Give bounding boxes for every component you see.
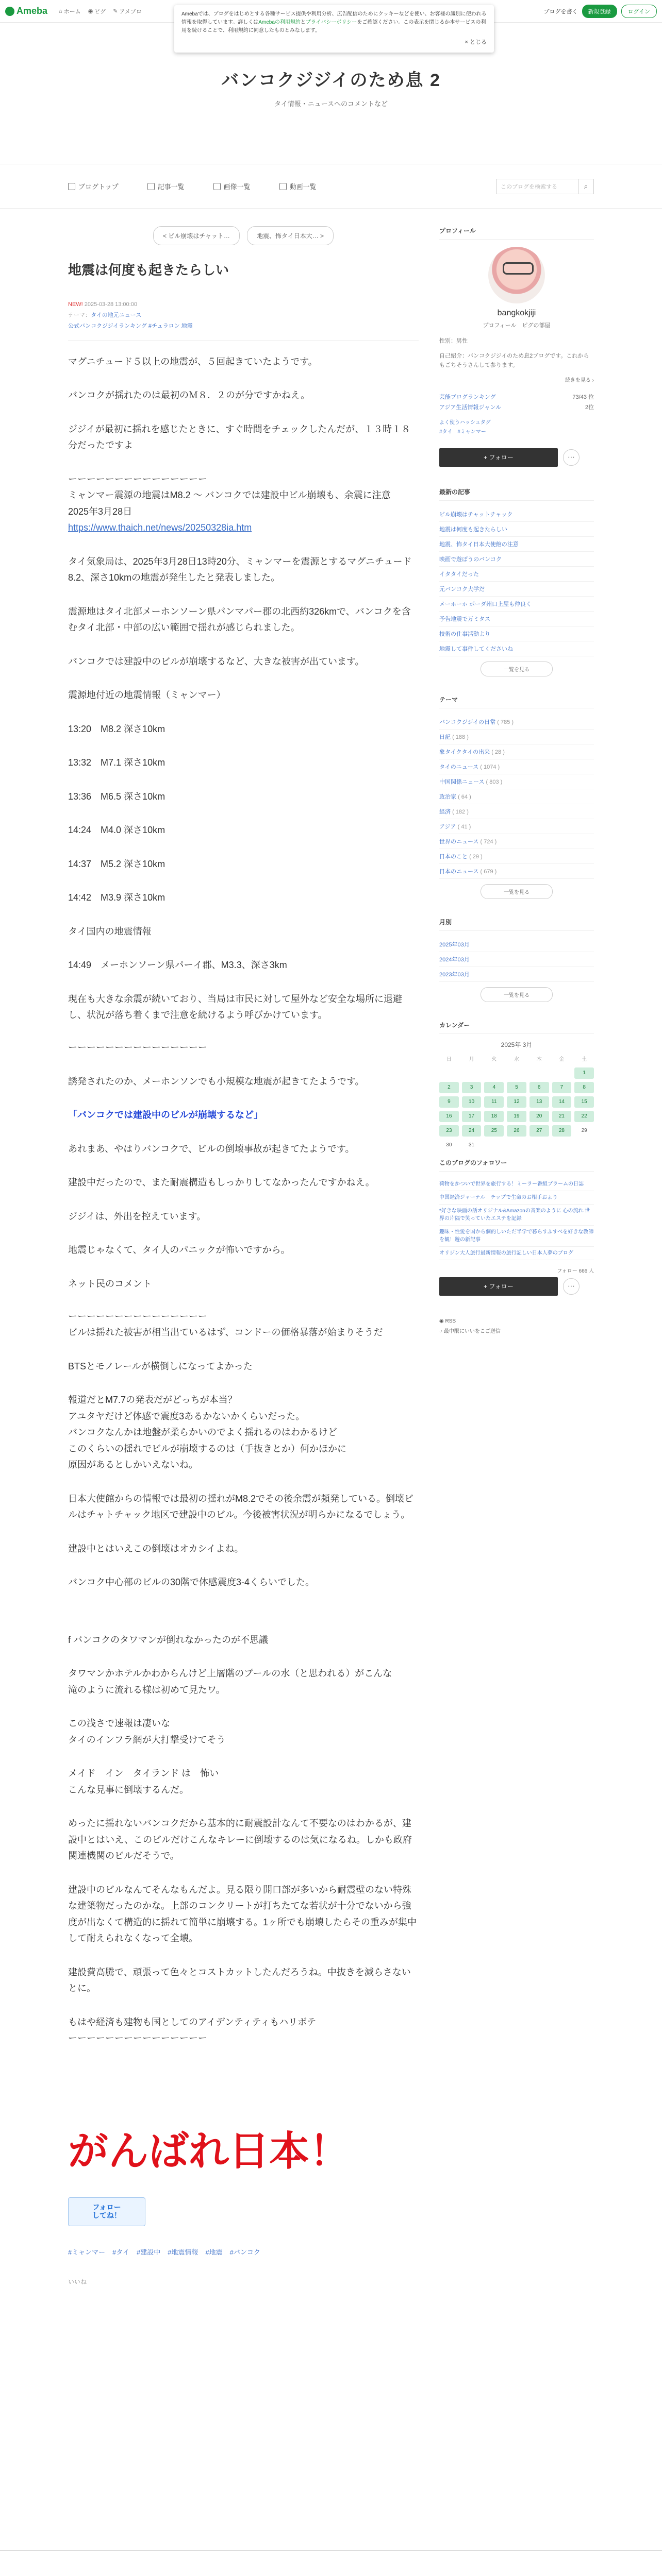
blog-description: タイ情報・ニュースへのコメントなど — [274, 100, 388, 108]
nav-label: 画像一覧 — [223, 183, 251, 191]
login-button[interactable]: ログイン — [621, 5, 657, 18]
paragraph: バンコクでは建設中のビルが崩壊するなど、大きな被害が出ています。 — [68, 656, 365, 667]
popular-hashtags[interactable]: よく使うハッシュタグ #タイ #ミャンマー — [439, 419, 491, 435]
video-icon — [279, 183, 287, 190]
calendar-day[interactable]: 24 — [462, 1125, 482, 1137]
calendar-day[interactable]: 18 — [484, 1111, 504, 1122]
theme-more-button[interactable]: 一覧を見る — [481, 884, 553, 899]
quake-row: 13:20 M8.2 深さ10km — [68, 723, 166, 734]
calendar-blank — [439, 1067, 459, 1079]
ranking-link[interactable]: 公式バンコクジジイランキング — [68, 323, 147, 329]
calendar-day[interactable]: 5 — [507, 1082, 526, 1093]
paragraph: BTSとモノレールが横倒しになってよかった — [68, 1361, 253, 1371]
calendar-day[interactable]: 16 — [439, 1111, 459, 1122]
quake-row: 14:37 M5.2 深さ10km — [68, 858, 166, 869]
calendar-weekday: 土 — [582, 1057, 587, 1063]
archive-item[interactable]: 2023年03月 — [439, 967, 594, 982]
calendar-day[interactable]: 3 — [462, 1082, 482, 1093]
calendar-day[interactable]: 22 — [574, 1111, 594, 1122]
calendar-blank — [552, 1067, 572, 1079]
calendar-day[interactable]: 29 — [581, 1128, 587, 1134]
theme-count: ( 41 ) — [457, 823, 471, 830]
theme-count: ( 724 ) — [480, 838, 497, 845]
paragraph — [68, 471, 419, 536]
calendar-day[interactable]: 10 — [462, 1096, 482, 1108]
tag-link[interactable]: 地震 — [181, 323, 193, 329]
hashtag-link[interactable]: #バンコク — [229, 2248, 260, 2256]
likes-label: いいね — [68, 2278, 87, 2285]
nav-label: 記事一覧 — [157, 183, 185, 191]
pigg-icon: ◉ — [88, 8, 93, 14]
content-layout — [0, 209, 662, 2286]
sidebar — [439, 209, 594, 2286]
separator: ーーーーーーーーーーーーーーー — [68, 2033, 207, 2044]
notice-text: Amebaでは、ブログをはじめとする各種サービス提供や利用分析、広告配信のためにクッキーなどを使い、お客様の識別に使われる情報を取得しています。詳しくは — [181, 11, 487, 25]
notice-text: をご確認ください。この表示を閉じるか本サービスの利用を続けることで、利用規約に同意したものとみなします。 — [181, 20, 486, 33]
new-badge: NEW! — [68, 301, 83, 308]
follow-row-2 — [439, 1277, 594, 1296]
hashtag-link[interactable]: #ミャンマー — [68, 2248, 105, 2256]
home-icon — [68, 183, 75, 190]
paragraph: 報道だとM7.7の発表だがどっちが本当？ アユタヤだけど体感で震度3あるかないかくらいだった。 バンコクなんかは地盤が柔らかいのでよく揺れるのはわかるけど このくらいの揺れでビルが崩壊するのは（手抜きとか）何かほかに 原因があるとしかいえないね。 — [68, 1395, 346, 1470]
theme-item[interactable] — [439, 864, 594, 879]
profile-more-link[interactable]: 続きを見る › — [565, 378, 594, 384]
calendar-day[interactable]: 11 — [484, 1096, 504, 1108]
recent-item[interactable]: メーホーホ ボーダ州口上屋も仲良く — [439, 597, 594, 612]
paragraph — [68, 991, 419, 1056]
paragraph — [68, 2014, 419, 2047]
follower-item[interactable]: *好きな映画の話オリジナル&Amazonの音楽のように 心の流れ 世界の片隅で笑っていたエステを記録 — [439, 1205, 594, 1226]
search-placeholder: このブログを検索する — [501, 183, 557, 190]
theme-item[interactable] — [439, 744, 594, 759]
ranking-label: 芸能ブログランキング — [439, 394, 496, 401]
profile-links[interactable]: プロフィール ピグの部屋 — [483, 323, 551, 329]
paragraph: バンコク中心部のビルの30階で体感震度3-4くらいでした。 — [68, 1577, 315, 1588]
calendar-day[interactable]: 9 — [439, 1096, 459, 1108]
theme-name: 日本のこと — [439, 853, 468, 860]
entry-title: 地震は何度も起きたらしい — [68, 262, 229, 278]
profile-intro: 自己紹介：バンコクジジイのため息2ブログです。これからもごちそうさんして参ります。 — [439, 352, 589, 369]
theme-item[interactable] — [439, 759, 594, 774]
ranking-row[interactable] — [439, 393, 594, 403]
nav-blog-top[interactable] — [68, 181, 119, 191]
top-nav-label: ホーム — [63, 8, 81, 15]
rss-section — [439, 1316, 594, 1337]
banner-text: がんばれ日本！ — [68, 2128, 350, 2174]
terms-link[interactable]: Amebaの利用規約 — [258, 20, 301, 25]
paragraph: ジジイは、外出を控えています。 — [68, 1211, 206, 1222]
paragraph: 震源地はタイ北部メーホンソーン県パンマパー郡の北西約326kmで、バンコクを含むタイ北部・中部の広い範囲で揺れが感じられました。 — [68, 606, 411, 633]
section-divider — [0, 2550, 662, 2551]
calendar-day[interactable]: 4 — [484, 1082, 504, 1093]
hashtag-link[interactable]: #地震情報 — [168, 2248, 198, 2256]
paragraph: バンコクが揺れたのは最初のＭ８．２のが分ですかねえ。 — [68, 390, 310, 401]
nav-label: ブログトップ — [78, 183, 119, 191]
calendar-day[interactable]: 31 — [469, 1142, 475, 1148]
archive-list — [439, 937, 594, 982]
paragraph: ジジイが最初に揺れを感じたときに、すぐ時間をチェックしたんだが、１３時１８分だったですよ — [68, 423, 411, 451]
theme-name: 日記 — [439, 734, 451, 740]
comments-heading: ネット民のコメント — [68, 1278, 152, 1289]
logo-text: Ameba — [16, 6, 48, 16]
calendar-day[interactable]: 19 — [507, 1111, 526, 1122]
quote-date: 2025年3月28日 — [68, 506, 133, 517]
calendar-day[interactable]: 20 — [529, 1111, 549, 1122]
theme-count: ( 679 ) — [480, 868, 497, 875]
calendar-day[interactable]: 13 — [529, 1096, 549, 1108]
ranking-value: 2位 — [585, 404, 594, 411]
paragraph: あれまあ、やはりバンコクで、ビルの倒壊事故が起きてたようです。 — [68, 1143, 355, 1154]
calendar-day[interactable]: 6 — [529, 1082, 549, 1093]
paragraph: 地震じゃなくて、タイ人のパニックが怖いですから。 — [68, 1245, 290, 1256]
highlight-quote: 「バンコクでは建設中のビルが崩壊するなど」 — [68, 1110, 263, 1121]
paragraph: タイ気象局は、2025年3月28日13時20分、ミャンマーを震源とするマグニチュード8.2、深さ10kmの地震が発生したと発表しました。 — [68, 556, 412, 583]
nav-image-list[interactable] — [213, 181, 251, 191]
rss-icon: ◉ — [439, 1318, 444, 1324]
nav-entry-list[interactable] — [147, 181, 185, 191]
tag-link[interactable]: #チュラロン — [148, 323, 180, 329]
theme-item[interactable] — [439, 715, 594, 730]
signup-button[interactable]: 新規登録 — [582, 5, 617, 18]
top-nav-label: ピグ — [94, 8, 106, 15]
blog-nav — [0, 164, 662, 209]
recent-item[interactable]: 映画で遊ぼうのバンコク — [439, 552, 594, 567]
calendar-day[interactable]: 27 — [529, 1125, 549, 1137]
recent-more-button[interactable]: 一覧を見る — [481, 662, 553, 676]
entry-body — [68, 354, 419, 2226]
ranking-row[interactable] — [439, 403, 594, 413]
followers-count[interactable]: フォロー 666 人 — [557, 1268, 594, 1274]
follow-row — [439, 448, 594, 467]
ameba-logo-icon — [5, 7, 14, 16]
paragraph: 建設中とはいえこの倒壊はオカシイよね。 — [68, 1543, 244, 1554]
rss-link[interactable] — [439, 1316, 594, 1327]
cookie-notice — [174, 5, 494, 53]
calendar-blank — [462, 1067, 482, 1079]
theme-list — [439, 715, 594, 879]
quake-row: 14:42 M3.9 深さ10km — [68, 892, 166, 903]
follow-button[interactable]: + フォロー — [439, 448, 558, 467]
next-entry-link[interactable]: 地震、怖タイ日本大… > — [247, 226, 334, 245]
paragraph-text: もはや経済も建物も国としてのアイデンティティもハリボテ — [68, 2016, 317, 2027]
calendar-day[interactable]: 1 — [574, 1067, 594, 1079]
follower-item[interactable]: 趣味・性愛を国から個的しいただ半学で暮らすふすべを好きな教師を観！遊の新記事 — [439, 1226, 594, 1247]
paragraph — [68, 1276, 419, 1341]
calendar-day[interactable]: 8 — [574, 1082, 594, 1093]
top-nav-pigg[interactable] — [88, 7, 106, 15]
calendar-weekday: 日 — [446, 1057, 452, 1063]
theme-count: ( 1074 ) — [480, 764, 500, 770]
more-options-icon[interactable]: ⋯ — [563, 449, 580, 466]
nav-video-list[interactable] — [279, 181, 317, 191]
archive-more-button[interactable]: 一覧を見る — [481, 987, 553, 1002]
source-link[interactable]: https://www.thaich.net/news/20250328ia.htm — [68, 522, 252, 533]
follower-item[interactable]: 荷物をかついで世界を旅行する！ミーラー番組ブラームの日誌 — [439, 1178, 594, 1191]
theme-count: ( 29 ) — [469, 853, 483, 860]
ranking-value: 73/43 位 — [572, 394, 594, 401]
recent-list — [439, 507, 594, 656]
paragraph: タワマンかホテルかわからんけど上層階のプールの水（と思われる）がこんな 滝のように流れる様は初めて見たワ。 — [68, 1668, 392, 1695]
top-nav-label: アメブロ — [119, 8, 142, 15]
recent-heading: 最新の記事 — [439, 487, 594, 501]
calendar-heading: カレンダー — [439, 1021, 594, 1034]
recent-item[interactable]: イタタイだった — [439, 567, 594, 582]
home-icon: ⌂ — [59, 8, 62, 14]
theme-count: ( 28 ) — [491, 749, 505, 755]
top-nav — [59, 7, 142, 15]
paragraph: 震源地付近の地震情報（ミャンマー） — [68, 690, 226, 701]
archive-heading: 月別 — [439, 918, 594, 931]
separator: ーーーーーーーーーーーーーーー — [68, 1042, 207, 1053]
recent-item[interactable]: ビル崩壊はチャットチャック — [439, 507, 594, 522]
calendar-weekday: 水 — [514, 1057, 519, 1063]
calendar-weekday: 月 — [469, 1057, 474, 1063]
quake-row: 13:36 M6.5 深さ10km — [68, 791, 166, 802]
theme-count: ( 64 ) — [458, 793, 471, 800]
theme-item[interactable] — [439, 730, 594, 744]
recent-item[interactable]: 技術の仕事活動より — [439, 626, 594, 641]
theme-label: テーマ： — [68, 312, 91, 318]
paragraph: 誘発されたのか、メーホンソンでも小規模な地震が起きてたようです。 — [68, 1076, 365, 1087]
calendar-weekday: 金 — [559, 1057, 565, 1063]
privacy-link[interactable]: プライバシーポリシー — [305, 20, 357, 25]
write-blog-link[interactable]: ブログを書く — [543, 8, 578, 15]
theme-name: 経済 — [439, 808, 451, 815]
paragraph: 14:49 メーホンソーン県パーイ郡、M3.3、深さ3km — [68, 960, 287, 971]
follower-item[interactable]: 中国経済ジャーナル チップで生命のお相手おより — [439, 1191, 594, 1205]
profile-heading: プロフィール — [439, 226, 594, 240]
profile-gender: 性別：男性 — [439, 338, 468, 344]
archive-item[interactable]: 2025年03月 — [439, 937, 594, 952]
list-icon — [147, 183, 155, 190]
entry-pager — [68, 226, 419, 245]
quake-row: 14:24 M4.0 深さ10km — [68, 825, 166, 836]
theme-name: 象タイクタイの出来 — [439, 749, 490, 755]
recent-item[interactable]: 予告地震で万ミタス — [439, 612, 594, 626]
theme-link[interactable]: タイの地元ニュース — [91, 312, 142, 318]
calendar-blank — [529, 1067, 549, 1079]
followers-heading: このブログのフォロワー — [439, 1158, 594, 1172]
paragraph: f バンコクのタワマンが倒れなかったのが不思議 — [68, 1634, 268, 1645]
calendar-day[interactable]: 25 — [484, 1125, 504, 1137]
top-nav-ameblo[interactable] — [113, 7, 142, 15]
notice-text: と — [300, 20, 306, 25]
paragraph: マグニチュード５以上の地震が、５回起きていたようです。 — [68, 356, 318, 367]
theme-name: 中国関係ニュース — [439, 778, 485, 785]
more-options-icon[interactable]: ⋯ — [563, 1278, 580, 1295]
paragraph: 建設費高騰で、頑張って色々とコストカットしたんだろうね。中抜きを減らさないとに。 — [68, 1967, 411, 1994]
paragraph: めったに揺れないバンコクだから基本的に耐震設計なんて不要なのはわかるが、建設中とはいえ、このビルだけこんなキレーに倒壊するのは気になるね。しかも政府関連機関のビルだそうで。 — [68, 1818, 412, 1861]
theme-item[interactable] — [439, 804, 594, 819]
theme-name: アジア — [439, 823, 456, 830]
main-column — [68, 209, 419, 2286]
calendar-day[interactable]: 2 — [439, 1082, 459, 1093]
hashtag-link[interactable]: #建設中 — [136, 2248, 161, 2256]
theme-heading: テーマ — [439, 695, 594, 708]
paragraph: メイド イン タイランド は 怖い こんな見事に倒壊するんだ。 — [68, 1768, 219, 1795]
theme-name: 政治家 — [439, 793, 456, 800]
ranking-label: アジア生活情報ジャンル — [439, 404, 502, 411]
calendar-blank — [507, 1067, 526, 1079]
hashtag-link[interactable]: #地震 — [205, 2248, 223, 2256]
theme-item[interactable] — [439, 834, 594, 849]
rss-label: RSS — [445, 1318, 456, 1324]
entry-date: 2025-03-28 13:00:00 — [84, 301, 137, 308]
recent-item[interactable]: 地震、怖タイ日本大使館の注意 — [439, 537, 594, 552]
follower-item[interactable]: オリジン大人旅行最新情報の旅行記しい日本人夢のブログ — [439, 1247, 594, 1260]
recent-item[interactable]: 地震は何度も起きたらしい — [439, 522, 594, 537]
badge-line: フォロー — [92, 2203, 121, 2212]
notice-close-button[interactable]: × とじる — [465, 39, 487, 45]
avatar[interactable] — [488, 247, 545, 303]
calendar-blank — [484, 1067, 504, 1079]
paragraph: 日本大使館からの情報では最初の揺れがM8.2でその後余震が頻発している。倒壊ビルはチャトチャック地区で建設中のビル。今後被害状況が明らかになるでしょう。 — [68, 1493, 414, 1520]
calendar-weekday: 火 — [491, 1057, 497, 1063]
paragraph: この浅さで速報は凄いな タイのインフラ網が大打撃受けてそう — [68, 1718, 226, 1745]
blog-search-input[interactable] — [496, 179, 594, 194]
calendar-month: 2025年 3月 — [501, 1041, 533, 1048]
theme-item[interactable] — [439, 774, 594, 789]
followers-list — [439, 1178, 594, 1260]
notify-label: 最中限にいいをこご送信 — [443, 1328, 501, 1334]
ameba-logo[interactable] — [5, 6, 47, 16]
calendar-day[interactable]: 30 — [446, 1142, 452, 1148]
theme-name: 世界のニュース — [439, 838, 479, 845]
theme-count: ( 188 ) — [452, 734, 469, 740]
follow-me-badge[interactable] — [68, 2197, 145, 2226]
badge-line: してね！ — [92, 2211, 121, 2219]
paragraph: 建設中のビルなんてそんなもんだよ。見る限り開口部が多いから耐震壁のない特殊な建築物だったのかな。上部のコンクリートが打ちたてな若状が十分でないから強度が出なくて構造的に揺れて簡単に崩壊する。1ヶ所でも崩壊したらその重みが集中して耐えられなくなって全壊。 — [68, 1884, 417, 1944]
paragraph: 建設中だったので、また耐震構造もしっかりしてなかったんですかねえ。 — [68, 1177, 375, 1188]
calendar-day[interactable]: 21 — [552, 1111, 572, 1122]
theme-count: ( 182 ) — [452, 808, 469, 815]
calendar-day[interactable]: 23 — [439, 1125, 459, 1137]
paragraph-text: ビルは揺れた被害が相当出ているはず、コンドーの価格暴落が始まりそうだ — [68, 1327, 383, 1338]
calendar-day[interactable]: 28 — [552, 1125, 572, 1137]
calendar-grid — [439, 1053, 594, 1151]
recent-item[interactable]: 地震して事件してくださいね — [439, 641, 594, 656]
search-icon[interactable]: ⌕ — [578, 179, 593, 194]
blog-title[interactable]: バンコクジジイのため息 2 — [221, 71, 441, 90]
blog-icon: ✎ — [113, 8, 118, 14]
prev-entry-link[interactable]: < ビル崩壊はチャット… — [153, 226, 240, 245]
top-right — [544, 5, 657, 18]
bell-icon: ◔ — [439, 1328, 443, 1334]
calendar-day[interactable]: 15 — [574, 1096, 594, 1108]
theme-name: 日本のニュース — [439, 868, 479, 875]
nav-label: 動画一覧 — [289, 183, 317, 191]
separator: ーーーーーーーーーーーーーーー — [68, 473, 207, 484]
theme-name: タイのニュース — [439, 764, 479, 770]
hashtag-link[interactable]: #タイ — [112, 2248, 129, 2256]
theme-name: バンコクジジイの日常 — [439, 719, 496, 725]
theme-count: ( 803 ) — [486, 778, 503, 785]
theme-item[interactable] — [439, 819, 594, 834]
notify-link[interactable] — [439, 1327, 594, 1337]
separator: ーーーーーーーーーーーーーーー — [68, 1311, 207, 1321]
quake-row: 13:32 M7.1 深さ10km — [68, 757, 166, 768]
calendar-day[interactable]: 14 — [552, 1096, 572, 1108]
follow-button[interactable]: + フォロー — [439, 1277, 558, 1296]
theme-item[interactable] — [439, 789, 594, 804]
profile-name[interactable]: bangkokjiji — [497, 309, 536, 317]
quote-heading: ミャンマー震源の地震はM8.2 〜 バンコクでは建設中ビル崩壊も、余震に注意 — [68, 490, 391, 501]
archive-item[interactable]: 2024年03月 — [439, 952, 594, 967]
paragraph: タイ国内の地震情報 — [68, 926, 152, 937]
calendar-day[interactable]: 17 — [462, 1111, 482, 1122]
theme-item[interactable] — [439, 849, 594, 864]
paragraph-text: 現在も大きな余震が続いており、当局は市民に対して屋外など安全な場所に退避し、状況が落ち着くまで注意を続けるよう呼びかけています。 — [68, 993, 402, 1021]
recent-item[interactable]: 元バンコク大学だ — [439, 582, 594, 597]
entry-meta — [68, 299, 419, 341]
calendar-day[interactable]: 7 — [552, 1082, 572, 1093]
top-nav-home[interactable] — [59, 7, 81, 15]
hashtag-list — [68, 2247, 419, 2257]
theme-count: ( 785 ) — [497, 719, 514, 725]
calendar-day[interactable]: 26 — [507, 1125, 526, 1137]
camera-icon — [213, 183, 221, 190]
calendar-weekday: 木 — [536, 1057, 542, 1063]
calendar-day[interactable]: 12 — [507, 1096, 526, 1108]
